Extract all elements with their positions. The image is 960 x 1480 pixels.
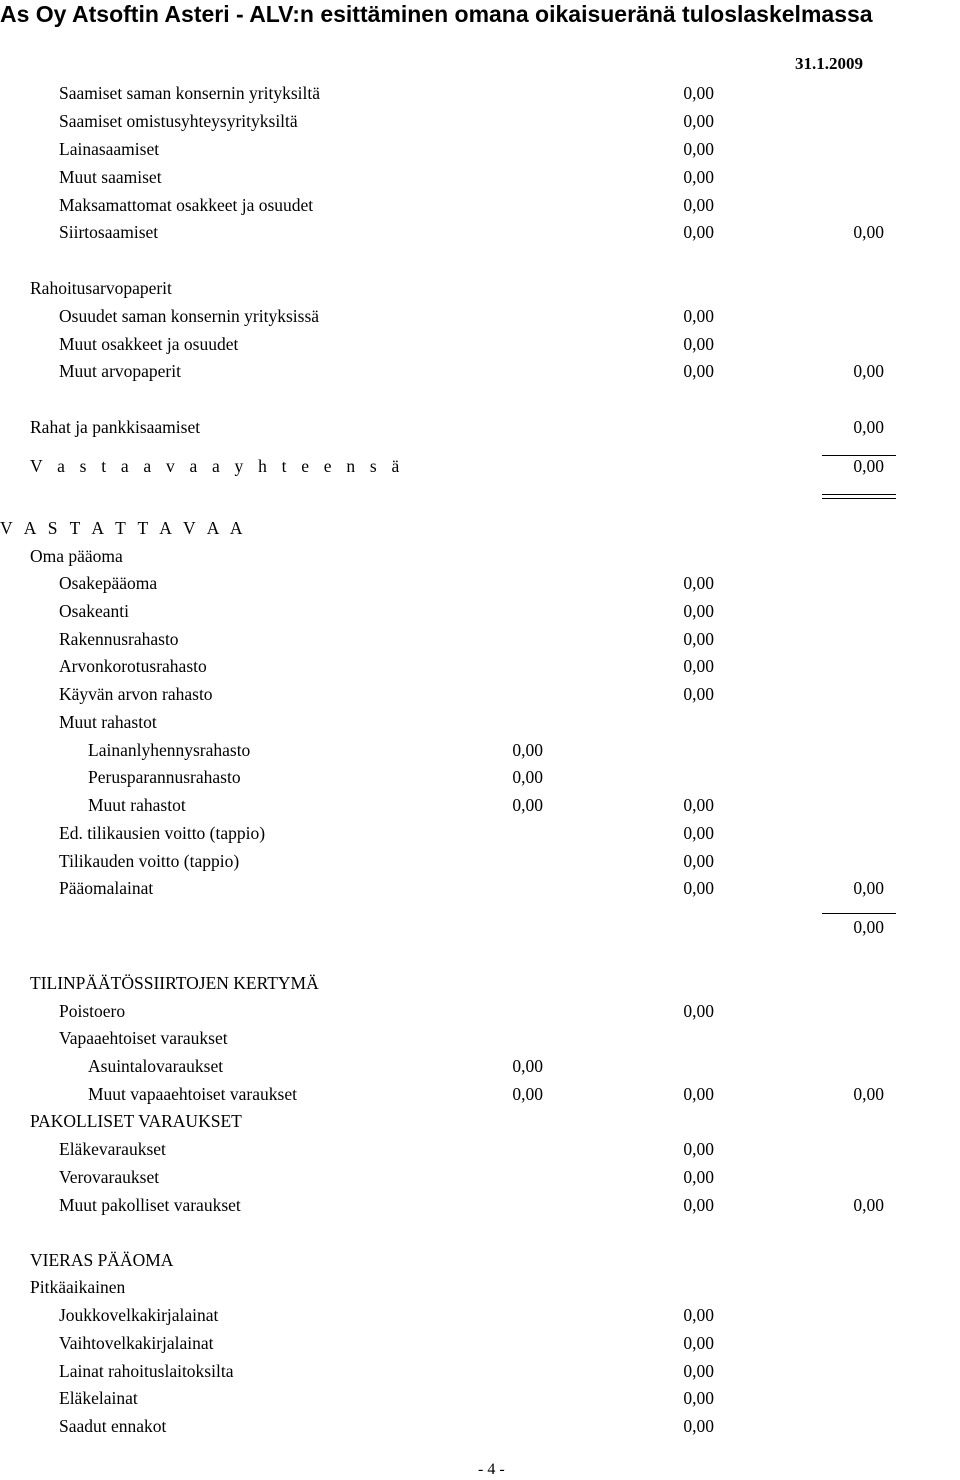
amount-c2: 0,00 xyxy=(683,139,714,159)
amount-c3: 0,00 xyxy=(853,456,884,476)
report-row xyxy=(0,1165,960,1189)
amount-c2: 0,00 xyxy=(683,1139,714,1159)
report-row xyxy=(0,1303,960,1327)
row-label: Ed. tilikausien voitto (tappio) xyxy=(59,823,266,843)
amount-c3: 0,00 xyxy=(853,878,884,898)
amount-c3: 0,00 xyxy=(853,1084,884,1104)
report-row xyxy=(0,821,960,845)
report-row xyxy=(0,876,960,900)
row-label: Muut rahastot xyxy=(88,795,186,815)
report-title: As Oy Atsoftin Asteri - ALV:n esittäminen omana oikaisueränä tuloslaskelmassa xyxy=(0,1,873,27)
row-label: Poistoero xyxy=(59,1001,126,1021)
row-label: Vaihtovelkakirjalainat xyxy=(59,1333,214,1353)
amount-c3: 0,00 xyxy=(853,917,884,937)
report-row xyxy=(0,1054,960,1078)
report-row xyxy=(0,999,960,1023)
page-number: - 4 - xyxy=(478,1461,505,1478)
amount-c2: 0,00 xyxy=(683,111,714,131)
report-row xyxy=(0,359,960,383)
row-label: Pääomalainat xyxy=(59,878,154,898)
row-label: Muut arvopaperit xyxy=(59,361,181,381)
amount-c2: 0,00 xyxy=(683,684,714,704)
row-label: Eläkevaraukset xyxy=(59,1139,166,1159)
report-row xyxy=(0,1275,960,1299)
row-label: Siirtosaamiset xyxy=(59,222,159,242)
row-label: Maksamattomat osakkeet ja osuudet xyxy=(59,195,314,215)
row-label: Osakepääoma xyxy=(59,573,158,593)
amount-c1: 0,00 xyxy=(512,1056,543,1076)
amount-c2: 0,00 xyxy=(683,656,714,676)
amount-c1: 0,00 xyxy=(512,1084,543,1104)
report-row xyxy=(0,1414,960,1438)
report-row xyxy=(0,1082,960,1106)
row-label: Saamiset saman konsernin yrityksiltä xyxy=(59,83,320,103)
row-label: Lainat rahoituslaitoksilta xyxy=(59,1361,234,1381)
row-label: TILINPÄÄTÖSSIIRTOJEN KERTYMÄ xyxy=(30,973,319,993)
report-row xyxy=(0,1137,960,1161)
row-label: Käyvän arvon rahasto xyxy=(59,684,213,704)
amount-c2: 0,00 xyxy=(683,222,714,242)
row-label: Asuintalovaraukset xyxy=(88,1056,224,1076)
report-row xyxy=(0,304,960,328)
row-label: Oma pääoma xyxy=(30,546,123,566)
amount-c2: 0,00 xyxy=(683,795,714,815)
report-row xyxy=(0,454,960,478)
row-label: Eläkelainat xyxy=(59,1388,138,1408)
amount-c3: 0,00 xyxy=(853,417,884,437)
report-row xyxy=(0,1248,960,1272)
report-row xyxy=(0,627,960,651)
amount-c1: 0,00 xyxy=(512,767,543,787)
row-label: Tilikauden voitto (tappio) xyxy=(59,851,240,871)
report-row xyxy=(0,1386,960,1410)
report-row xyxy=(0,220,960,244)
report-row xyxy=(0,765,960,789)
row-label: Arvonkorotusrahasto xyxy=(59,656,207,676)
row-label: Lainanlyhennysrahasto xyxy=(88,740,251,760)
amount-c2: 0,00 xyxy=(683,195,714,215)
amount-c2: 0,00 xyxy=(683,306,714,326)
report-row xyxy=(0,1331,960,1355)
report-row xyxy=(0,415,960,439)
amount-c2: 0,00 xyxy=(683,361,714,381)
amount-c2: 0,00 xyxy=(683,601,714,621)
report-row xyxy=(0,738,960,762)
amount-c2: 0,00 xyxy=(683,1333,714,1353)
amount-c2: 0,00 xyxy=(683,1167,714,1187)
report-row xyxy=(0,682,960,706)
report-row xyxy=(0,971,960,995)
report-row xyxy=(0,1026,960,1050)
total-double-rule-top xyxy=(822,494,896,495)
report-row xyxy=(0,137,960,161)
report-row xyxy=(0,849,960,873)
row-label: Osuudet saman konsernin yrityksissä xyxy=(59,306,320,326)
report-row xyxy=(0,1359,960,1383)
row-label: Rakennusrahasto xyxy=(59,629,179,649)
amount-c2: 0,00 xyxy=(683,1195,714,1215)
report-row xyxy=(0,276,960,300)
report-row xyxy=(0,571,960,595)
amount-c2: 0,00 xyxy=(683,878,714,898)
amount-c2: 0,00 xyxy=(683,334,714,354)
amount-c2: 0,00 xyxy=(683,83,714,103)
amount-c2: 0,00 xyxy=(683,1084,714,1104)
report-row xyxy=(0,165,960,189)
amount-c3: 0,00 xyxy=(853,1195,884,1215)
row-label: Muut pakolliset varaukset xyxy=(59,1195,241,1215)
report-row xyxy=(0,654,960,678)
report-row xyxy=(0,193,960,217)
row-label: Perusparannusrahasto xyxy=(88,767,241,787)
row-label: Saadut ennakot xyxy=(59,1416,167,1436)
amount-c2: 0,00 xyxy=(683,1001,714,1021)
amount-c2: 0,00 xyxy=(683,851,714,871)
amount-c1: 0,00 xyxy=(512,795,543,815)
row-label: Lainasaamiset xyxy=(59,139,160,159)
report-row xyxy=(0,915,960,939)
row-label: Muut vapaaehtoiset varaukset xyxy=(88,1084,297,1104)
total-double-rule-bottom xyxy=(822,498,896,499)
row-label: Rahat ja pankkisaamiset xyxy=(30,417,201,437)
report-row xyxy=(0,1193,960,1217)
row-label: V a s t a a v a a y h t e e n s ä xyxy=(30,456,405,476)
subtotal-rule xyxy=(822,913,896,914)
row-label: Vapaaehtoiset varaukset xyxy=(59,1028,228,1048)
amount-c1: 0,00 xyxy=(512,740,543,760)
row-label: Pitkäaikainen xyxy=(30,1277,126,1297)
amount-c2: 0,00 xyxy=(683,573,714,593)
report-row xyxy=(0,516,960,540)
report-row xyxy=(0,109,960,133)
row-label: Osakeanti xyxy=(59,601,129,621)
row-label: V A S T A T T A V A A xyxy=(0,518,247,538)
report-row xyxy=(0,793,960,817)
row-label: Verovaraukset xyxy=(59,1167,160,1187)
amount-c2: 0,00 xyxy=(683,629,714,649)
report-row xyxy=(0,81,960,105)
row-label: Saamiset omistusyhteysyrityksiltä xyxy=(59,111,298,131)
amount-c2: 0,00 xyxy=(683,1305,714,1325)
row-label: Muut saamiset xyxy=(59,167,162,187)
subtotal-rule xyxy=(822,455,896,456)
amount-c3: 0,00 xyxy=(853,361,884,381)
report-row xyxy=(0,1109,960,1133)
amount-c2: 0,00 xyxy=(683,1361,714,1381)
amount-c2: 0,00 xyxy=(683,167,714,187)
row-label: PAKOLLISET VARAUKSET xyxy=(30,1111,242,1131)
amount-c2: 0,00 xyxy=(683,1416,714,1436)
row-label: Muut rahastot xyxy=(59,712,157,732)
report-row xyxy=(0,710,960,734)
report-row xyxy=(0,599,960,623)
amount-c3: 0,00 xyxy=(853,222,884,242)
amount-c2: 0,00 xyxy=(683,1388,714,1408)
amount-c2: 0,00 xyxy=(683,823,714,843)
report-row xyxy=(0,544,960,568)
row-label: Rahoitusarvopaperit xyxy=(30,278,172,298)
report-row xyxy=(0,332,960,356)
report-date: 31.1.2009 xyxy=(795,54,863,73)
row-label: VIERAS PÄÄOMA xyxy=(30,1250,174,1270)
row-label: Joukkovelkakirjalainat xyxy=(59,1305,219,1325)
row-label: Muut osakkeet ja osuudet xyxy=(59,334,239,354)
